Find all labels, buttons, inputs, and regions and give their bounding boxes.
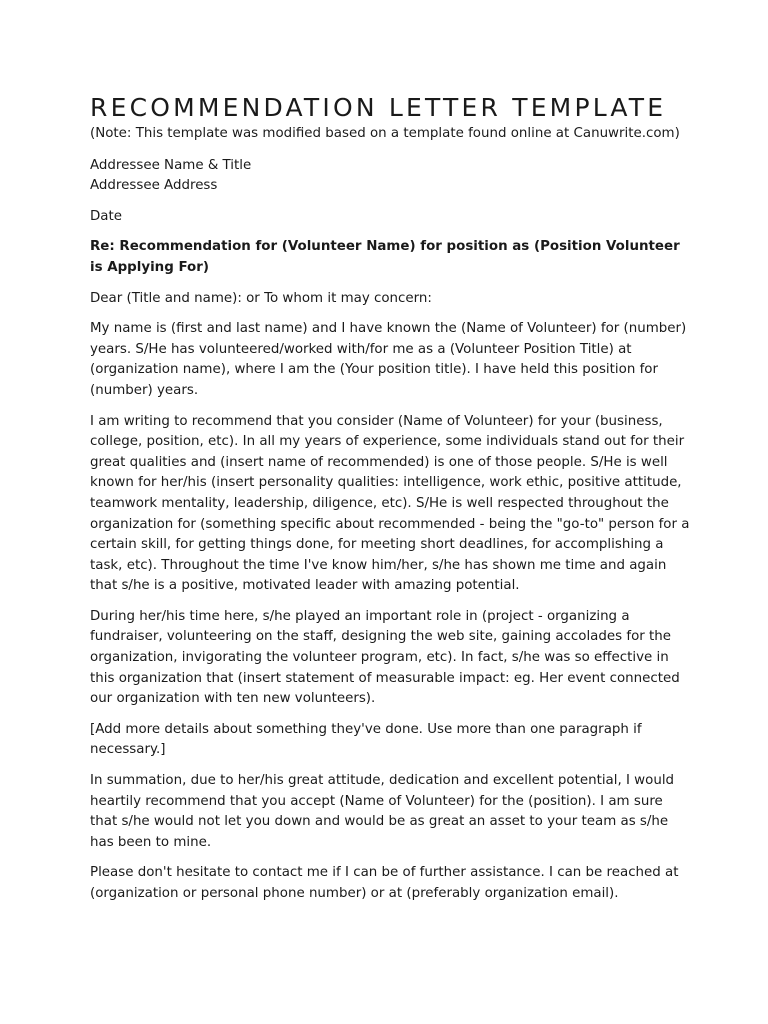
- addressee-block: [90, 156, 690, 197]
- paragraph-more-details: [Add more details about something they've done. Use more than one paragraph if necessary.]: [90, 721, 642, 758]
- letter-page: [90, 92, 690, 915]
- addressee-name: Addressee Name & Title: [90, 157, 252, 173]
- paragraph-summation: In summation, due to her/his great attitude, dedication and excellent potential, I would heartily recommend that you accept (Name of Volunteer) for the (position). I am sure that s/he would not let you down and would be as great an asset to your team as s/he has been to mine.: [90, 773, 675, 850]
- paragraph-contact: Please don't hesitate to contact me if I can be of further assistance. I can be reached at (organization or personal phone number) or at (preferably organization email).: [90, 865, 679, 901]
- document-title: RECOMMENDATION LETTER TEMPLATE: [90, 93, 667, 122]
- letter-date: Date: [90, 208, 123, 224]
- addressee-address: Addressee Address: [90, 178, 218, 194]
- paragraph-introduction: My name is (first and last name) and I have known the (Name of Volunteer) for (number) years. S/He has volunteered/worked with/for me as a (Volunteer Position Title) at (organization name), where I am the (Your position title). I have held this position for (number) years.: [90, 321, 687, 398]
- template-note: (Note: This template was modified based on a template found online at Canuwrite.com): [90, 126, 680, 141]
- salutation: Dear (Title and name): or To whom it may concern:: [90, 290, 432, 306]
- subject-line: Re: Recommendation for (Volunteer Name) for position as (Position Volunteer is Applying For): [90, 239, 680, 275]
- paragraph-role: During her/his time here, s/he played an important role in (project - organizing a fundraiser, volunteering on the staff, designing the web site, gaining accolades for the organization, invigorating the volunteer program, etc). In fact, s/he was so effective in this organization that (insert statement of measurable impact: eg. Her event connected our organization with ten new volunteers).: [90, 608, 680, 707]
- paragraph-recommendation: I am writing to recommend that you consider (Name of Volunteer) for your (business, college, position, etc). In all my years of experience, some individuals stand out for their great qualities and (insert name of recommended) is one of those people. S/He is well known for her/his (insert personality qualities: intelligence, work ethic, positive attitude, teamwork mentality, leadership, diligence, etc). S/He is well respected throughout the organization for (something specific about recommended - being the "go-to" person for a certain skill, for getting things done, for meeting short deadlines, for accomplishing a task, etc). Throughout the time I've know him/her, s/he has shown me time and again that s/he is a positive, motivated leader with amazing potential.: [90, 413, 690, 594]
